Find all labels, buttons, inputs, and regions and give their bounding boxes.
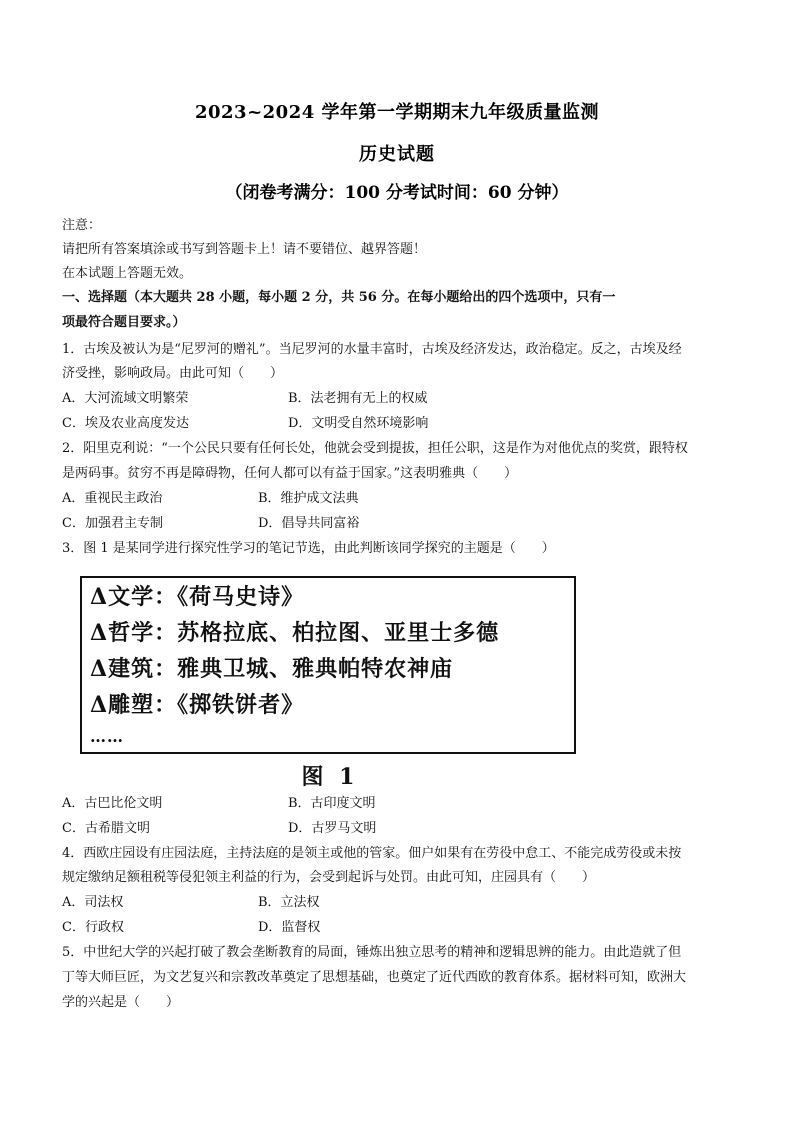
question-4-stem: 规定缴纳足额租税等侵犯领主利益的行为，会受到起诉与处罚。由此可知，庄园具有（ ）	[62, 870, 596, 885]
section-heading-line-1: 一、选择题（本大题共 28 小题，每小题 2 分，共 56 分。在每小题给出的四个选项中，只有一	[62, 290, 616, 305]
question-4-option-d: D．监督权	[258, 920, 321, 935]
question-1-stem: 1．古埃及被认为是“尼罗河的赠礼”。当尼罗河的水量丰富时，古埃及经济发达，政治稳定。反之，古埃及经	[62, 342, 682, 357]
question-3-option-b: B．古印度文明	[288, 796, 376, 811]
question-1-option-b: B．法老拥有无上的权威	[288, 391, 428, 406]
figure-note-ellipsis: ……	[90, 727, 124, 746]
figure-note-sculpture: Δ雕塑：《掷铁饼者》	[90, 692, 305, 718]
question-1-option-a: A．大河流域文明繁荣	[62, 391, 189, 406]
figure-note-architecture: Δ建筑：雅典卫城、雅典帕特农神庙	[90, 656, 454, 682]
question-3-option-d: D．古罗马文明	[288, 821, 377, 836]
question-5-stem: 丁等大师巨匠，为文艺复兴和宗教改革奠定了思想基础，也奠定了近代西欧的教育体系。据材料可知，欧洲大	[62, 970, 687, 985]
figure-note-literature: Δ文学：《荷马史诗》	[90, 584, 305, 610]
question-2-stem: 是两码事。贫穷不再是障碍物，任何人都可以有益于国家。”这表明雅典（ ）	[62, 466, 518, 481]
exam-info: （闭卷考满分：100 分考试时间：60 分钟）	[225, 183, 569, 203]
question-4-option-b: B．立法权	[258, 895, 320, 910]
figure-1-notes	[80, 576, 576, 754]
question-1-option-c: C．埃及农业高度发达	[62, 416, 189, 431]
question-1-stem: 济受挫，影响政局。由此可知（ ）	[62, 366, 284, 381]
question-4-option-a: A．司法权	[62, 895, 124, 910]
question-4-option-c: C．行政权	[62, 920, 124, 935]
exam-subject: 历史试题	[359, 144, 435, 165]
question-3-option-c: C．古希腊文明	[62, 821, 150, 836]
figure-note-philosophy: Δ哲学：苏格拉底、柏拉图、亚里士多德	[90, 620, 500, 646]
question-2-stem: 2．阳里克利说：“一个公民只要有任何长处，他就会受到提拔，担任公职，这是作为对他优点的奖赏，跟特权	[62, 441, 688, 456]
question-2-option-a: A．重视民主政治	[62, 491, 163, 506]
figure-1-caption: 图 1	[301, 764, 359, 790]
notice-line-1: 请把所有答案填涂或书写到答题卡上！请不要错位、越界答题！	[62, 242, 427, 257]
notice-line-2: 在本试题上答题无效。	[62, 266, 193, 281]
question-5-stem: 学的兴起是（ ）	[62, 995, 180, 1010]
question-5-stem: 5．中世纪大学的兴起打破了教会垄断教育的局面，锤炼出独立思考的精神和逻辑思辨的能力。由此造就了但	[62, 945, 682, 960]
question-2-option-d: D．倡导共同富裕	[258, 516, 360, 531]
question-1-option-d: D．文明受自然环境影响	[288, 416, 429, 431]
question-2-option-b: B．维护成文法典	[258, 491, 359, 506]
question-2-option-c: C．加强君主专制	[62, 516, 163, 531]
section-heading-line-2: 项最符合题目要求。）	[62, 315, 186, 330]
question-4-stem: 4．西欧庄园设有庄园法庭，主持法庭的是领主或他的管家。佃户如果有在劳役中怠工、不能完成劳役或未按	[62, 846, 682, 861]
question-3-option-a: A．古巴比伦文明	[62, 796, 163, 811]
notice-label: 注意：	[62, 218, 102, 233]
exam-title: 2023~2024 学年第一学期期末九年级质量监测	[194, 102, 600, 123]
question-3-stem: 3．图 1 是某同学进行探究性学习的笔记节选，由此判断该同学探究的主题是（ ）	[62, 541, 555, 556]
